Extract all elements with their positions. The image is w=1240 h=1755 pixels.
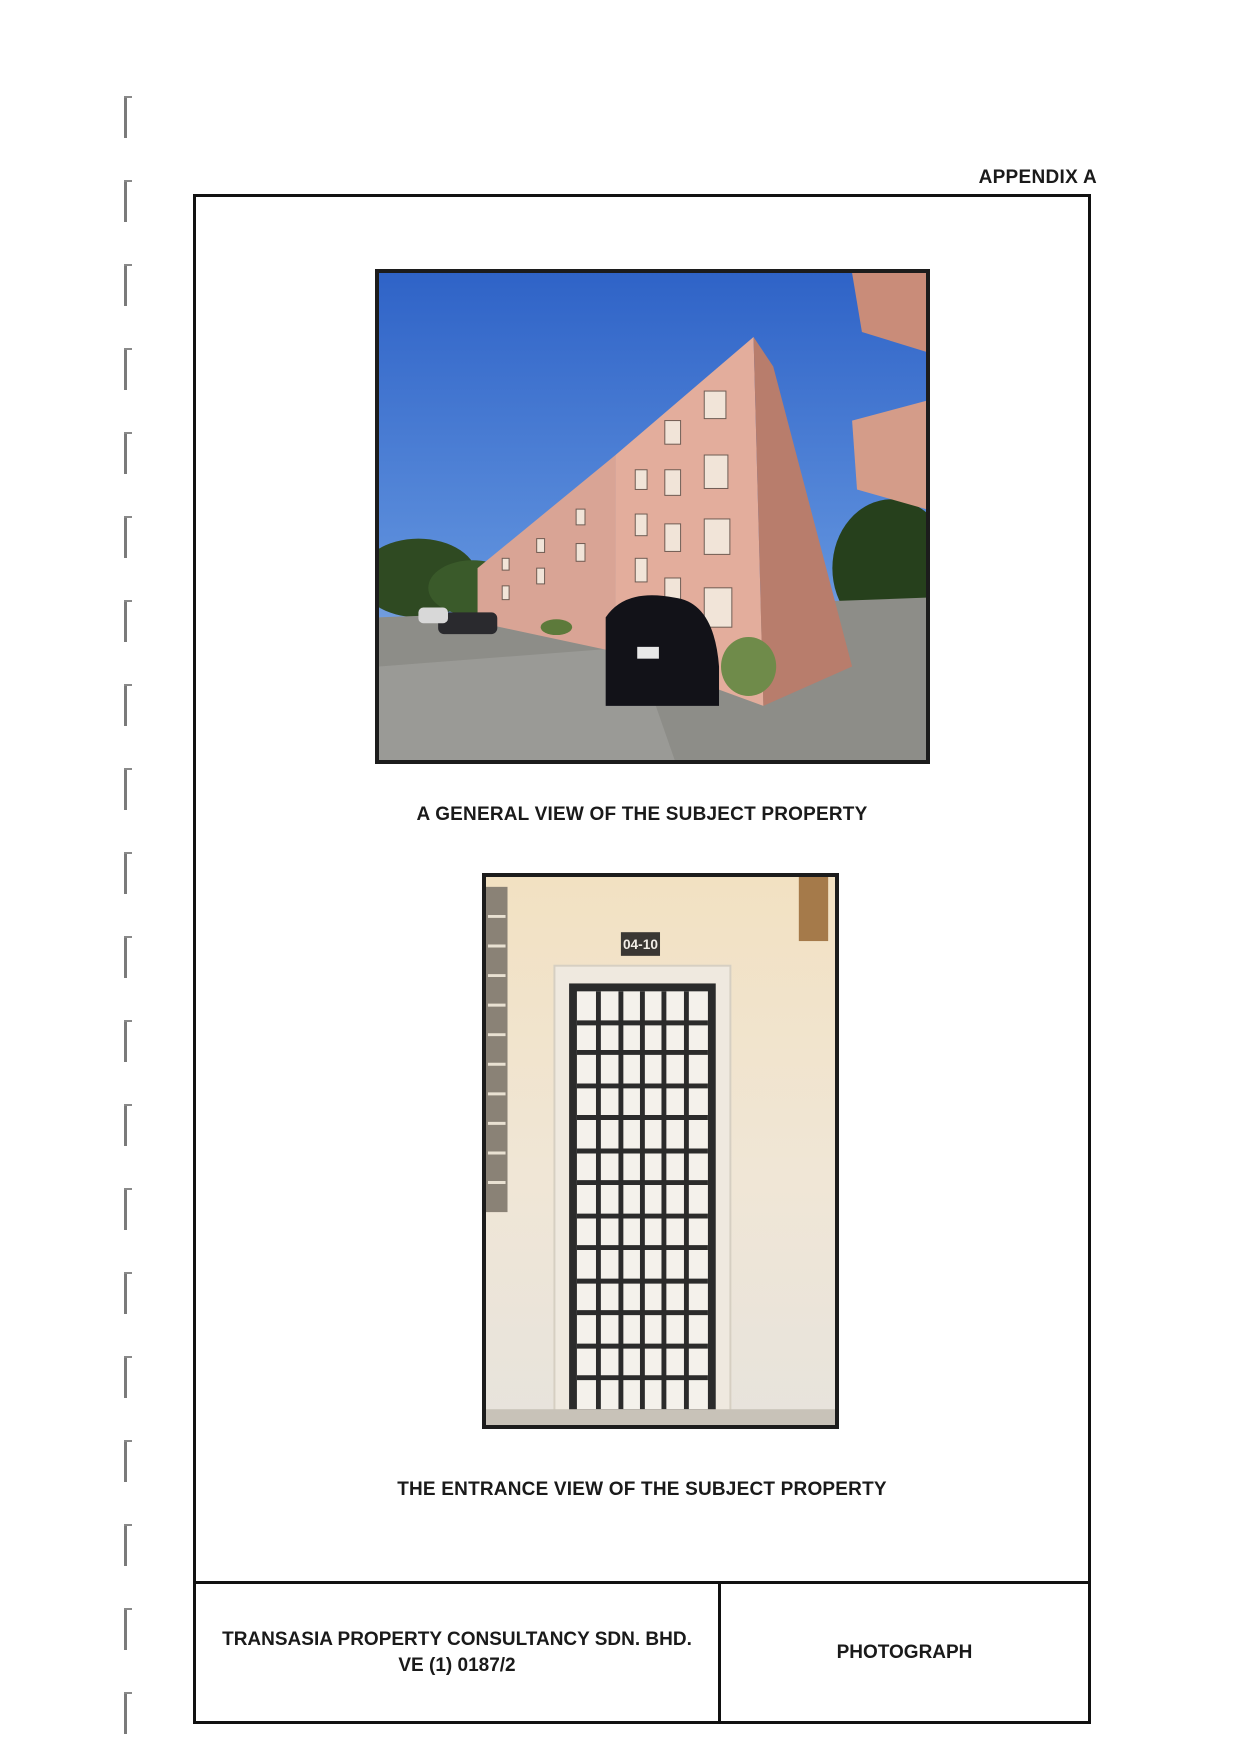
company-name: TRANSASIA PROPERTY CONSULTANCY SDN. BHD. [222,1628,692,1650]
binding-marks [118,96,142,1736]
footer-table [196,1581,1088,1721]
entrance-photo-caption: THE ENTRANCE VIEW OF THE SUBJECT PROPERTY [397,1479,887,1500]
building-photo-caption: A GENERAL VIEW OF THE SUBJECT PROPERTY [416,804,868,825]
footer-section-cell [721,1584,1088,1721]
photo-frame [193,194,1091,1724]
unit-number-plate: 04-10 [622,936,658,952]
footer-company-cell [196,1584,721,1721]
building-photo [375,269,930,764]
section-label: PHOTOGRAPH [836,1641,973,1663]
appendix-label: APPENDIX A [978,167,1097,188]
entrance-photo [482,873,839,1429]
reference-number: VE (1) 0187/2 [398,1654,516,1676]
